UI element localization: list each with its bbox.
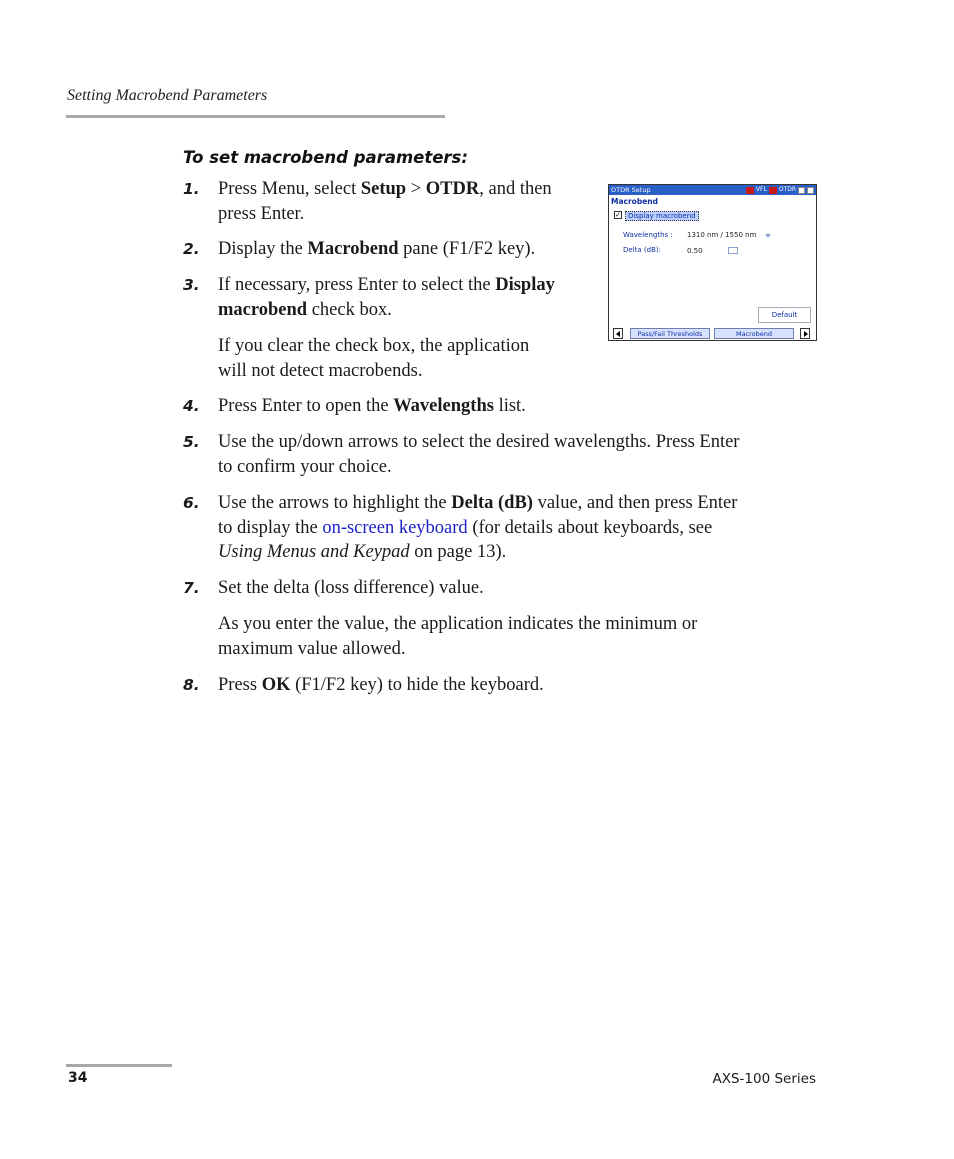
step-text: Press OK (F1/F2 key) to hide the keyboard. [218,675,544,695]
step-number: 8. [183,676,200,694]
otdr-setup-screenshot [608,184,817,341]
product-name: AXS-100 Series [712,1071,816,1087]
step-number: 3. [183,276,200,294]
menu-setup: Setup [360,179,407,199]
otdr-label: OTDR [778,186,796,193]
tab-bar [609,326,816,340]
chevron-down-icon[interactable] [765,234,771,238]
status-icons [746,186,814,194]
step-text: If necessary, press Enter to select the Display macrobend check box. [218,275,555,320]
page-number: 34 [68,1070,88,1086]
step-text: Press Enter to open the Wavelengths list. [218,396,526,416]
delta-label: Delta (dB): [623,246,661,254]
step-text: Use the up/down arrows to select the desired wavelengths. Press Enter to confirm your choice. [218,432,740,477]
default-button[interactable]: Default [758,307,811,323]
tab-scroll-right-icon[interactable] [800,328,810,339]
wavelengths-select[interactable]: 1310 nm / 1550 nm [687,231,757,239]
step-number: 1. [183,180,200,198]
step-text: Press Menu, select Setup > OTDR, and then press Enter. [218,179,552,224]
wavelengths-label: Wavelengths : [623,231,673,239]
tab-macrobend[interactable]: Macrobend [714,328,794,339]
display-macrobend-checkbox[interactable]: ✓ [615,211,621,219]
display-macrobend-label[interactable]: Display macrobend [625,211,699,221]
delta-input[interactable]: 0.50 [687,247,703,255]
step-text: Set the delta (loss difference) value. [218,578,484,598]
keyboard-icon[interactable] [728,247,738,254]
battery-icon [798,187,805,194]
step-text: Display the Macrobend pane (F1/F2 key). [218,239,536,259]
step-number: 5. [183,433,200,451]
window-titlebar [609,185,816,195]
otdr-status-icon [769,187,777,194]
cross-reference: Using Menus and Keypad [218,542,410,562]
step-3-note: If you clear the check box, the application will not detect macrobends. [218,336,530,381]
window-title: OTDR Setup [611,186,651,194]
step-7-note: As you enter the value, the application indicates the minimum or maximum value allowed. [218,614,698,659]
running-head: Setting Macrobend Parameters [67,87,268,104]
vfl-label: VFL [755,186,767,193]
vfl-status-icon [746,187,754,194]
step-number: 2. [183,240,200,258]
procedure-title: To set macrobend parameters: [183,148,468,167]
on-screen-keyboard-link[interactable]: on-screen keyboard [322,517,468,538]
window-icon [807,187,814,194]
step-text: Use the arrows to highlight the Delta (dB) value, and then press Enter to display the on-screen keyboard (for details about keyboards, see Using Menus and Keypad on page 13). [218,493,738,562]
step-number: 6. [183,494,200,512]
header-rule [66,115,445,118]
step-number: 7. [183,579,200,597]
pane-title: Macrobend [611,197,658,206]
tab-scroll-left-icon[interactable] [613,328,623,339]
menu-otdr: OTDR [425,179,480,199]
step-number: 4. [183,397,200,415]
tab-pass-fail-thresholds[interactable]: Pass/Fail Thresholds [630,328,710,339]
footer-rule [66,1064,172,1067]
